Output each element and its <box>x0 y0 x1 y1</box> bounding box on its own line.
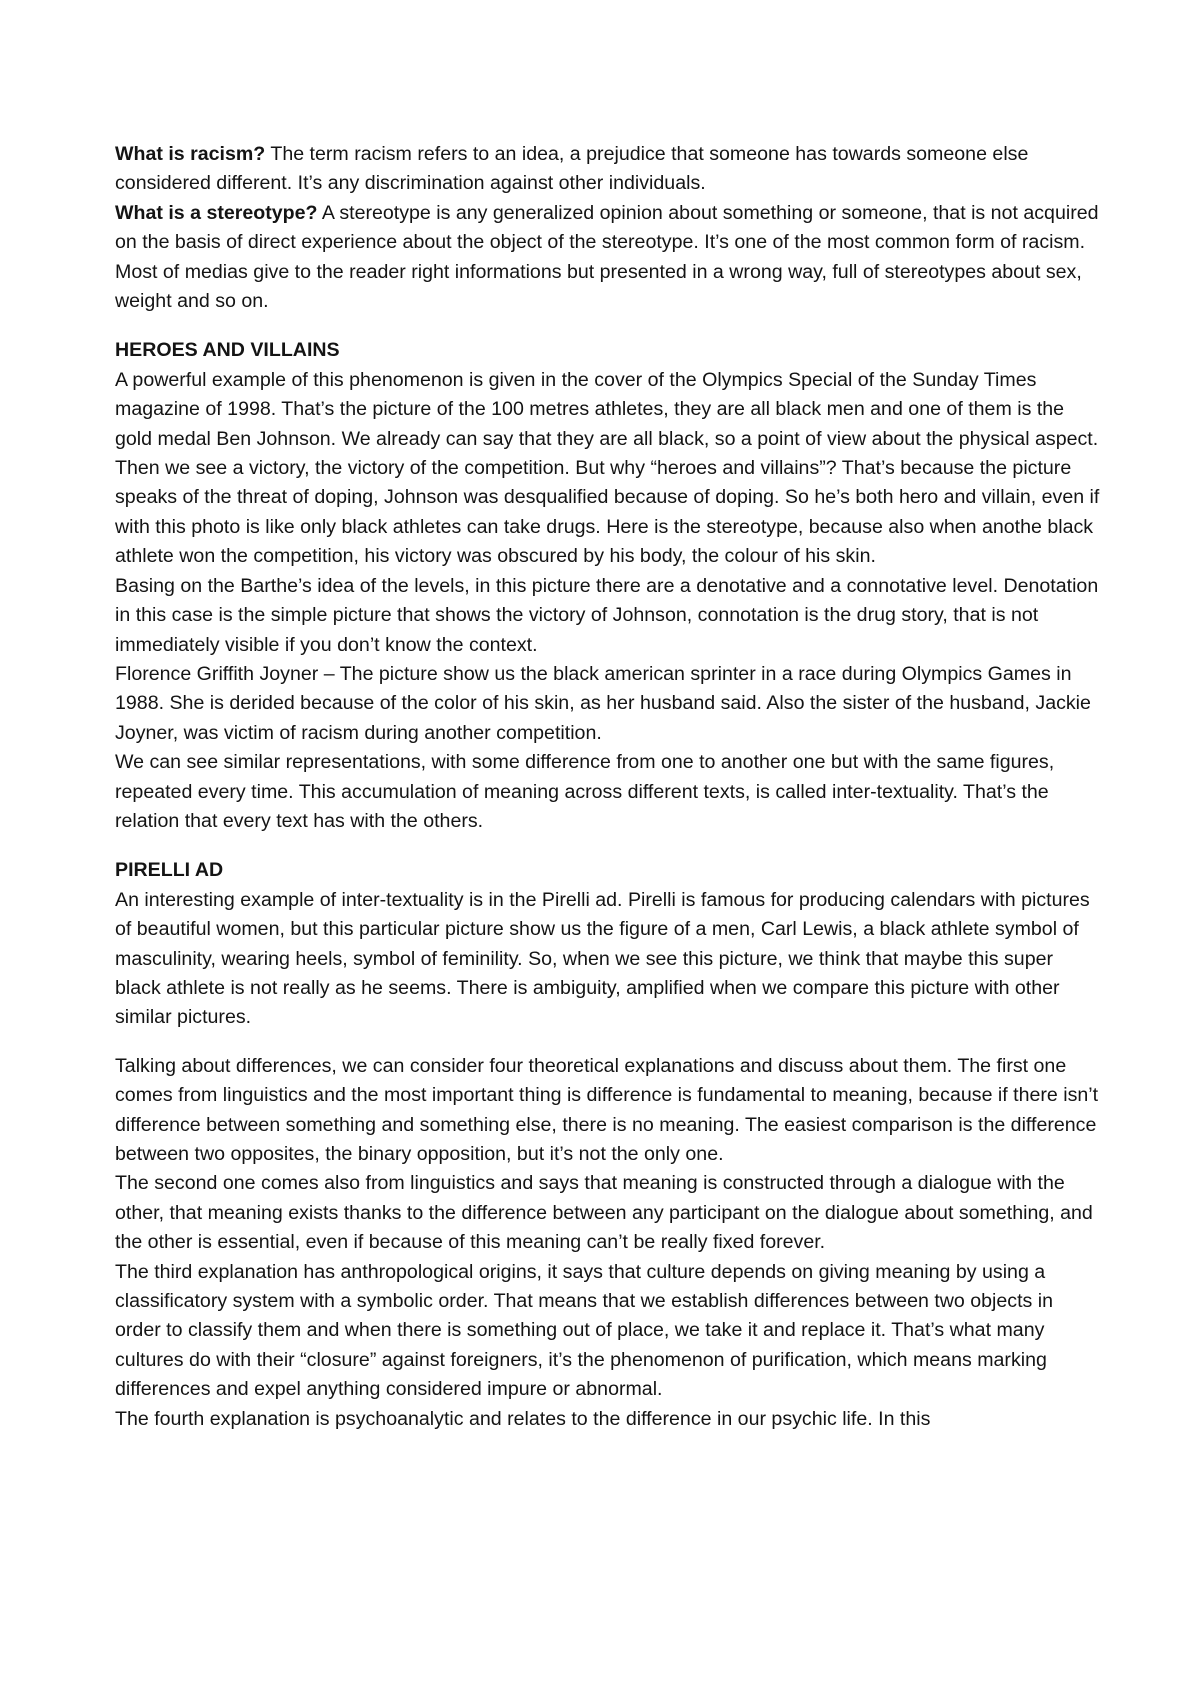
section-spacer <box>115 1033 1100 1052</box>
heroes-paragraph-4: We can see similar representations, with some difference from one to another one but with the same figures, repeated every time. This accumulation of meaning across different texts, is called inter-textuality. That’s the relation that every text has with the others. <box>115 751 1055 832</box>
stereotype-definition <box>115 199 1100 258</box>
heroes-villains-heading: HEROES AND VILLAINS <box>115 339 340 362</box>
differences-paragraph-2: The second one comes also from linguistics and says that meaning is constructed through a dialogue with the other, that meaning exists thanks to the difference between any participant on the dialogue about something, and the other is essential, even if because of this meaning can’t be really fixed forever. <box>115 1172 1093 1254</box>
differences-paragraph-3: The third explanation has anthropological origins, it says that culture depends on giving meaning by using a classificatory system with a symbolic order. That means that we establish differences between two objects in order to classify them and when there is something out of place, we take it and replace it. That’s what many cultures do with their “closure” against foreigners, it’s the phenomenon of purification, which means marking differences and expel anything considered impure or abnormal. <box>115 1260 1054 1401</box>
heroes-paragraph-3: Florence Griffith Joyner – The picture show us the black american sprinter in a race during Olympics Games in 1988. She is derided because of the color of his skin, as her husband said. Also the sister of the husband, Jackie Joyner, was victim of racism during another competition. <box>115 662 1091 744</box>
stereotype-question: What is a stereotype? <box>115 201 318 224</box>
racism-answer: The term racism refers to an idea, a prejudice that someone has towards someone else considered different. It’s any discrimination against other individuals. <box>115 143 1029 195</box>
stereotype-answer: A stereotype is any generalized opinion about something or someone, that is not acquired on the basis of direct experience about the object of the stereotype. It’s one of the most common form of racism. <box>115 201 1099 254</box>
pirelli-paragraph: An interesting example of inter-textuality is in the Pirelli ad. Pirelli is famous for producing calendars with pictures of beautiful women, but this particular picture show us the figure of a men, Carl Lewis, a black athlete symbol of masculinity, wearing heels, symbol of feminility. So, when we see this picture, we think that maybe this super black athlete is not really as he seems. There is ambiguity, amplified when we compare this picture with other similar pictures. <box>115 888 1090 1029</box>
heroes-paragraph-2: Basing on the Barthe’s idea of the levels, in this picture there are a denotative and a connotative level. Denotation in this case is the simple picture that shows the victory of Johnson, connotation is the drug story, that is not immediately visible if you don’t know the context. <box>115 574 1099 656</box>
section-spacer <box>115 316 1100 336</box>
differences-paragraph-1: Talking about differences, we can consider four theoretical explanations and discuss about them. The first one comes from linguistics and the most important thing is difference is fundamental to meaning, because if there isn’t difference between something and something else, there is no meaning. The easiest comparison is the difference between two opposites, the binary opposition, but it’s not the only one. <box>115 1054 1099 1165</box>
pirelli-ad-heading: PIRELLI AD <box>115 859 224 882</box>
differences-paragraph-4: The fourth explanation is psychoanalytic and relates to the difference in our psychic life. In this <box>115 1407 931 1430</box>
section-spacer <box>115 836 1100 856</box>
medias-paragraph: Most of medias give to the reader right informations but presented in a wrong way, full of stereotypes about sex, weight and so on. <box>115 260 1082 313</box>
heroes-paragraph-1: A powerful example of this phenomenon is given in the cover of the Olympics Special of the Sunday Times magazine of 1998. That’s the picture of the 100 metres athletes, they are all black men and one of them is the gold medal Ben Johnson. We already can say that they are all black, so a point of view about the physical aspect. Then we see a victory, the victory of the competition. But why “heroes and villains”? That’s because the picture speaks of the threat of doping, Johnson was desqualified because of doping. So he’s both hero and villain, even if with this photo is like only black athletes can take drugs. Here is the stereotype, because also when anothe black athlete won the competition, his victory was obscured by his body, the colour of his skin. <box>115 368 1100 568</box>
racism-definition <box>115 140 1100 199</box>
racism-question: What is racism? <box>115 143 266 165</box>
